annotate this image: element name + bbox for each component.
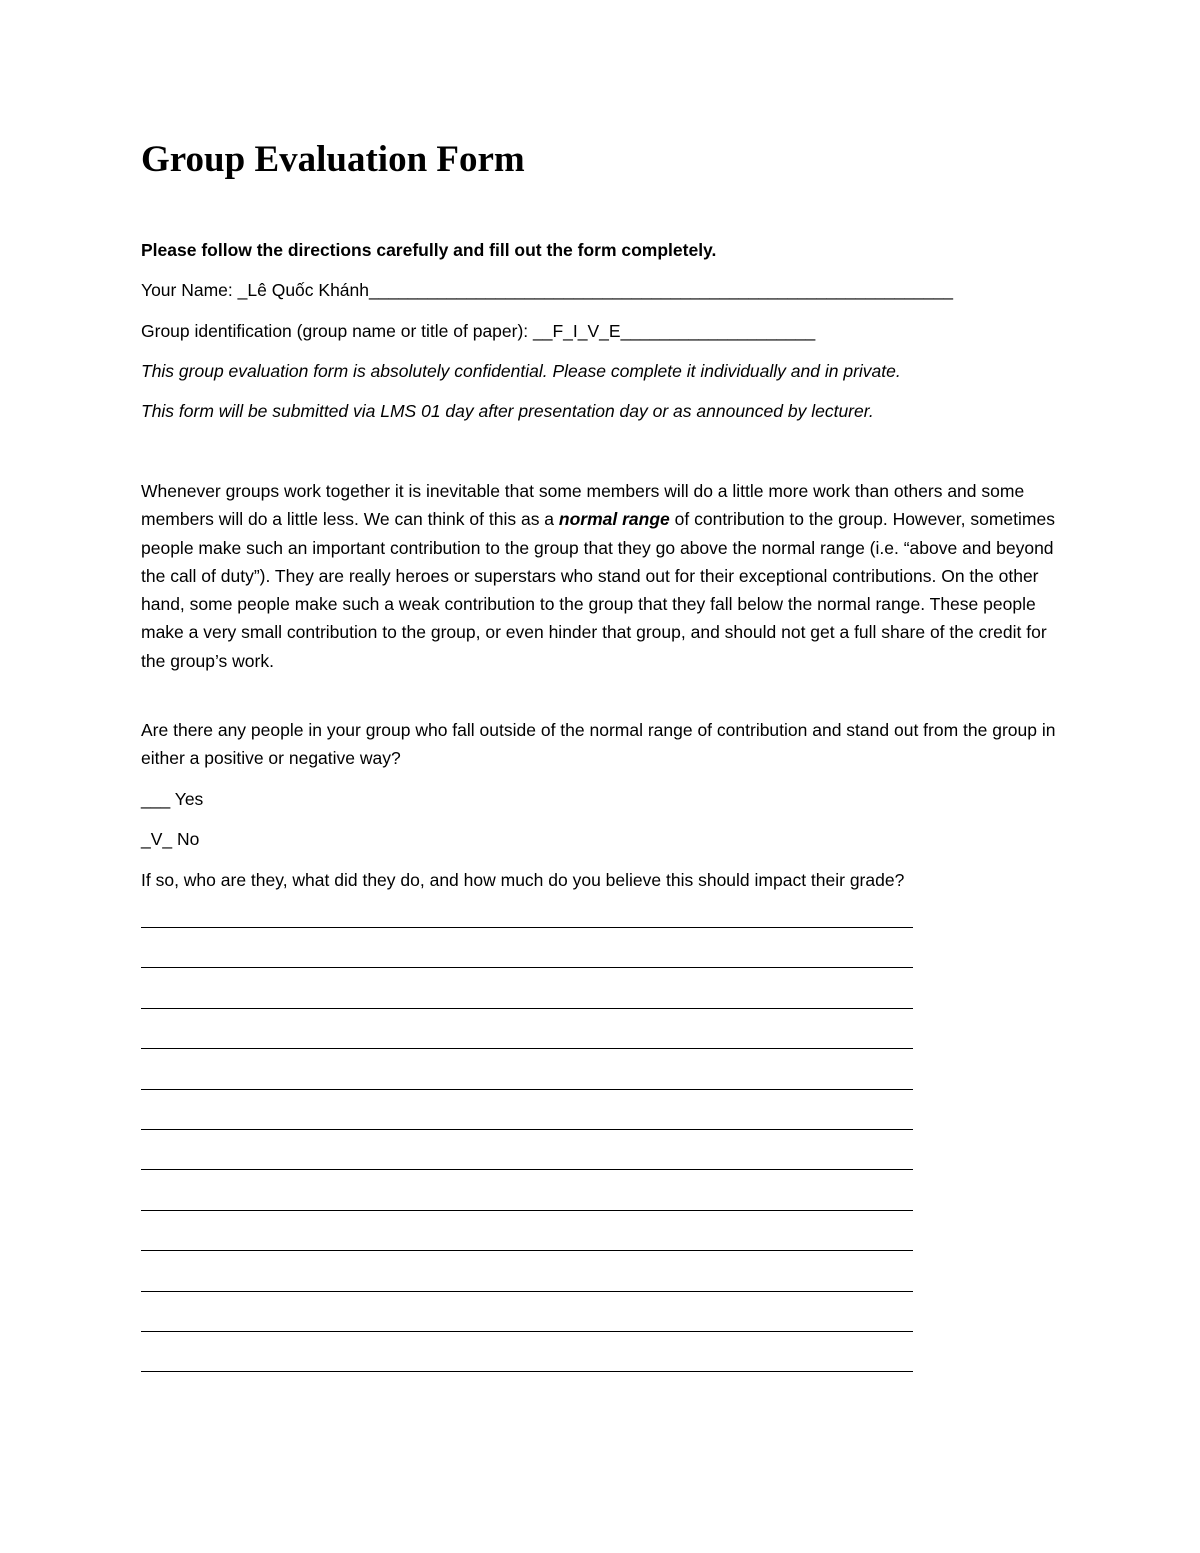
option-yes[interactable] <box>141 785 203 813</box>
paragraph-text-start: Whenever groups work together it is inevitable that some members will do a little more work than others and some members will do a little less. We can think of this as a <box>141 481 1025 530</box>
name-field[interactable] <box>141 276 953 304</box>
group-id-value[interactable]: __F_I_V_E____________________ <box>533 321 816 341</box>
answer-line[interactable] <box>141 1291 913 1292</box>
answer-line[interactable] <box>141 927 913 928</box>
paragraph-emphasis: normal range <box>558 509 670 530</box>
answer-line[interactable] <box>141 1210 913 1211</box>
submission-note: This form will be submitted via LMS 01 day after presentation day or as announced by lecturer. <box>141 401 874 421</box>
option-yes-mark[interactable]: ___ <box>141 789 171 809</box>
answer-line[interactable] <box>141 1089 913 1090</box>
name-label: Your Name: <box>141 280 238 300</box>
form-title: Group Evaluation Form <box>141 139 525 180</box>
option-no[interactable] <box>141 825 199 853</box>
answer-line[interactable] <box>141 967 913 968</box>
directions-text: Please follow the directions carefully and fill out the form completely. <box>141 240 717 260</box>
answer-line[interactable] <box>141 1008 913 1009</box>
contribution-paragraph <box>141 477 1056 675</box>
name-value[interactable]: _Lê Quốc Khánh____________________________________________________________ <box>237 280 953 300</box>
answer-line[interactable] <box>141 1250 913 1251</box>
option-no-label: No <box>172 829 200 849</box>
answer-line[interactable] <box>141 1048 913 1049</box>
question-text: Are there any people in your group who fall outside of the normal range of contribution and stand out from the group in either a positive or negative way? <box>141 720 1056 769</box>
paragraph-text-end: of contribution to the group. However, sometimes people make such an important contribution to the group that they go above the normal range (i.e. “above and beyond the call of duty”). They are really heroes or superstars who stand out for their exceptional contributions. On the other hand, some people make such a weak contribution to the group that they fall below the normal range. These people make a very small contribution to the group, or even hinder that group, and should not get a full share of the credit for the group’s work. <box>141 509 1055 671</box>
answer-line[interactable] <box>141 1129 913 1130</box>
answer-line[interactable] <box>141 1331 913 1332</box>
answer-line[interactable] <box>141 1169 913 1170</box>
group-id-label: Group identification (group name or title of paper): <box>141 321 534 341</box>
option-yes-label: Yes <box>170 789 204 809</box>
option-no-mark[interactable]: _V_ <box>141 829 173 849</box>
answer-line[interactable] <box>141 1371 913 1372</box>
group-id-field[interactable] <box>141 317 815 345</box>
followup-question: If so, who are they, what did they do, and how much do you believe this should impact their grade? <box>141 870 905 890</box>
confidential-note: This group evaluation form is absolutely confidential. Please complete it individually and in private. <box>141 361 901 381</box>
